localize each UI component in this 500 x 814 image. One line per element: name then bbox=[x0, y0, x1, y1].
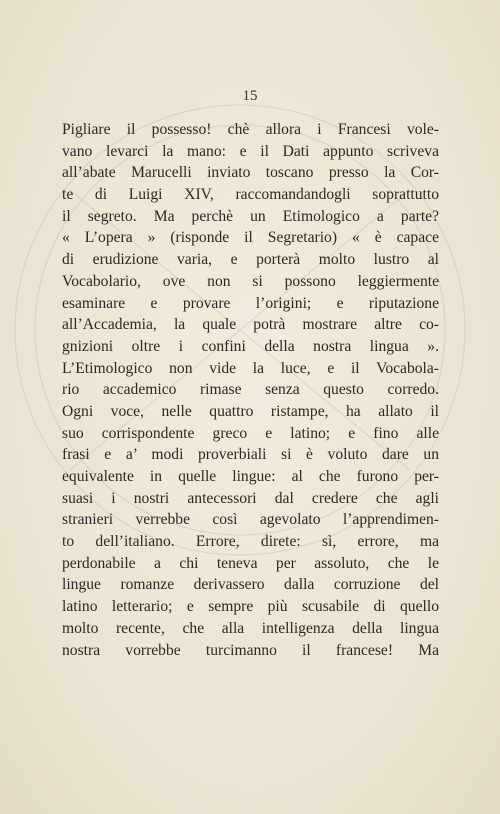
text-line: all’Accademia, la quale potrà mostrare altre co- bbox=[62, 316, 439, 334]
text-line: Pigliare il possesso! chè allora i Francesi vole- bbox=[62, 121, 439, 138]
text-line: esaminare e provare l’origini; e riputazione bbox=[62, 294, 439, 312]
text-line: nostra vorrebbe turcimanno il francese! Ma bbox=[62, 641, 439, 659]
page-number: 15 bbox=[242, 88, 258, 104]
text-line: te di Luigi XIV, raccomandandogli soprattutto bbox=[62, 186, 439, 204]
text-line: equivalente in quelle lingue: al che furono per- bbox=[62, 468, 439, 485]
text-line: lingue romanze derivassero dalla corruzione del bbox=[62, 576, 439, 594]
text-line: vano levarci la mano: e il Dati appunto scriveva bbox=[62, 142, 439, 160]
text-line: to dell’italiano. Errore, direte: sì, errore, ma bbox=[62, 533, 439, 551]
text-line: all’abate Marucelli inviato toscano presso la Cor- bbox=[62, 164, 439, 182]
text-line: « L’opera » (risponde il Segretario) « è capace bbox=[62, 229, 439, 247]
text-line: Ogni voce, nelle quattro ristampe, ha allato il bbox=[62, 402, 439, 420]
text-line: stranieri verrebbe così agevolato l’apprendimen- bbox=[62, 511, 439, 529]
text-line: il segreto. Ma perchè un Etimologico a parte? bbox=[62, 207, 439, 225]
text-line: perdonabile a chi teneva per assoluto, che le bbox=[62, 554, 439, 572]
text-line: suo corrispondente greco e latino; e fino alle bbox=[62, 424, 439, 442]
text-line: rio accademico rimase senza questo corredo. bbox=[62, 381, 439, 399]
text-line: latino letterario; e sempre più scusabile di quello bbox=[62, 598, 439, 616]
text-line: L’Etimologico non vide la luce, e il Vocabola- bbox=[62, 359, 439, 377]
text-line: frasi e a’ modi proverbiali si è voluto dare un bbox=[62, 446, 439, 464]
text-line: Vocabolario, ove non si possono leggiermente bbox=[62, 272, 439, 290]
text-line: gnizioni oltre i confini della nostra lingua ». bbox=[62, 337, 439, 355]
text-line: suasi i nostri antecessori dal credere che agli bbox=[62, 489, 439, 507]
text-line: di erudizione varia, e porterà molto lustro al bbox=[62, 251, 439, 269]
text-line: molto recente, che alla intelligenza della lingua bbox=[62, 619, 439, 637]
body-text bbox=[62, 119, 439, 661]
